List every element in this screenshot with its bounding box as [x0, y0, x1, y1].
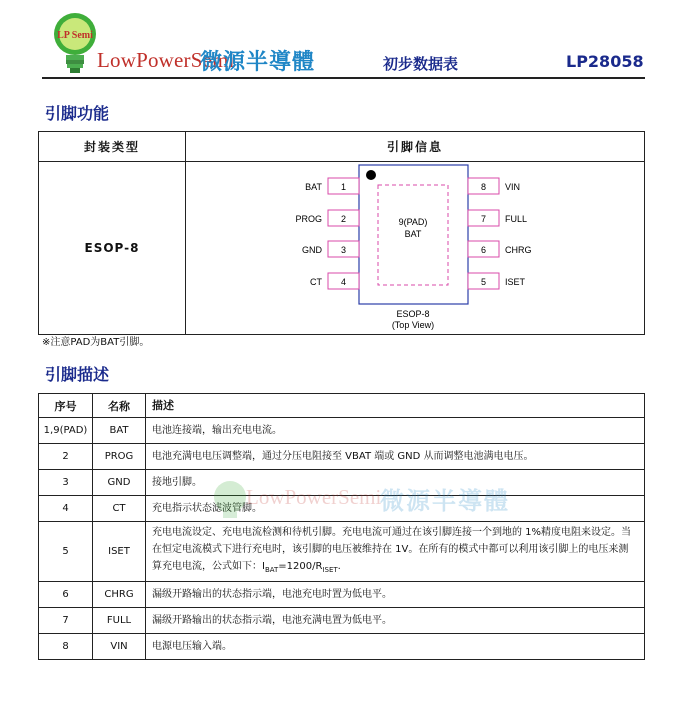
right-pin-5 [468, 273, 526, 289]
left-pin-1 [305, 178, 359, 194]
table-row [39, 470, 645, 496]
pad-note: ※注意PAD为BAT引脚。 [42, 337, 150, 348]
table-row [39, 522, 645, 582]
table-row [39, 634, 645, 660]
left-pin-2 [295, 210, 359, 226]
lightbulb-logo-icon [50, 12, 100, 76]
pin-name: FULL [505, 214, 528, 224]
pin-name-cell: PROG [93, 444, 146, 470]
right-pin-8 [468, 178, 520, 194]
right-pin-6 [468, 241, 532, 257]
pin-number-cell: 7 [39, 608, 93, 634]
pin-number: 6 [480, 245, 487, 255]
watermark-brand-cn: 微源半導體 [380, 487, 510, 515]
right-pin-7 [468, 210, 527, 226]
pin-description-cell: 接地引脚。 [146, 470, 645, 496]
package-name: ESOP-8 [39, 162, 186, 335]
pin-number-cell: 8 [39, 634, 93, 660]
pin-number: 4 [340, 277, 347, 287]
pin-number-cell: 2 [39, 444, 93, 470]
pin-name: CT [310, 277, 322, 287]
pin-name: ISET [505, 277, 526, 287]
pin-number: 5 [480, 277, 487, 287]
pin-name: GND [302, 245, 322, 255]
pin-number-cell: 4 [39, 496, 93, 522]
header-divider [42, 77, 645, 79]
pin-name-cell: BAT [93, 418, 146, 444]
section-title-pin-description: 引脚描述 [45, 365, 110, 384]
pad-label-line1: 9(PAD) [398, 217, 428, 227]
esop8-pinout-diagram [186, 163, 644, 333]
pin-name: CHRG [505, 245, 532, 255]
diagram-caption-line2: (Top View) [391, 320, 435, 330]
part-number: LP28058 [566, 52, 644, 71]
pin-description-cell: 电池连接端，输出充电电流。 [146, 418, 645, 444]
pin-description-table [38, 393, 645, 660]
diagram-caption-line1: ESOP-8 [396, 309, 430, 319]
pin-number-cell: 6 [39, 582, 93, 608]
pin-number: 2 [340, 214, 347, 224]
pin-description-cell [146, 522, 645, 582]
table-row [39, 162, 645, 335]
pin-name: BAT [305, 182, 322, 192]
pin-number: 3 [340, 245, 347, 255]
header-package-type: 封装类型 [39, 132, 186, 162]
pin-name-cell: ISET [93, 522, 146, 582]
pin-function-table [38, 131, 645, 335]
pin-name-cell: GND [93, 470, 146, 496]
table-header-row [39, 132, 645, 162]
header-description: 描述 [146, 394, 645, 418]
pin-name-cell: CT [93, 496, 146, 522]
pin-number-cell: 3 [39, 470, 93, 496]
pin-description-cell: 充电指示状态滤波管脚。 [146, 496, 645, 522]
watermark-brand-en: LowPowerSemi [246, 485, 382, 509]
pin-name: VIN [505, 182, 521, 192]
section-title-pin-function: 引脚功能 [45, 104, 110, 123]
pin-description-cell: 电源电压输入端。 [146, 634, 645, 660]
pin-number: 7 [480, 214, 487, 224]
pin-number: 1 [340, 182, 347, 192]
iset-formula: $I_{BAT}=1200/R_{ISET}$. [262, 561, 341, 574]
document-type: 初步数据表 [383, 55, 459, 73]
pin-number-cell: 5 [39, 522, 93, 582]
header-number: 序号 [39, 394, 93, 418]
header-name: 名称 [93, 394, 146, 418]
pin-number: 8 [480, 182, 487, 192]
pin-name: PROG [295, 214, 322, 224]
pin-name-cell: FULL [93, 608, 146, 634]
table-row [39, 608, 645, 634]
logo-badge-text: LP Semi [57, 30, 93, 41]
table-header-row [39, 394, 645, 418]
table-row [39, 418, 645, 444]
pin-description-cell: 漏级开路输出的状态指示端，电池充满电置为低电平。 [146, 608, 645, 634]
table-row [39, 496, 645, 522]
pin-name-cell: VIN [93, 634, 146, 660]
pad-label-line2: BAT [404, 229, 422, 239]
pin-diagram-cell [186, 162, 645, 335]
header-pin-info: 引脚信息 [186, 132, 645, 162]
brand-name-cn: 微源半導體 [200, 50, 316, 75]
table-row [39, 582, 645, 608]
left-pin-3 [302, 241, 359, 257]
table-row [39, 444, 645, 470]
pin-description-text: 充电电流设定、充电电流检测和待机引脚。充电电流可通过在该引脚连接一个到地的 1%精度电阻来设定。当在恒定电流模式下进行充电时，该引脚的电压被维持在 1V。在所有的模式中都可以利用该引脚上的电压来测算充电电流，公式如下： [152, 527, 632, 572]
page-header [0, 0, 687, 82]
pin-description-cell: 漏级开路输出的状态指示端，电池充电时置为低电平。 [146, 582, 645, 608]
brand-name-en: LowPowerSemi [97, 48, 235, 72]
pin-name-cell: CHRG [93, 582, 146, 608]
pin-number-cell: 1,9(PAD) [39, 418, 93, 444]
pin1-marker-icon [366, 170, 376, 180]
left-pin-4 [310, 273, 359, 289]
pin-description-cell: 电池充满电电压调整端，通过分压电阻接至 VBAT 端或 GND 从而调整电池满电电压。 [146, 444, 645, 470]
